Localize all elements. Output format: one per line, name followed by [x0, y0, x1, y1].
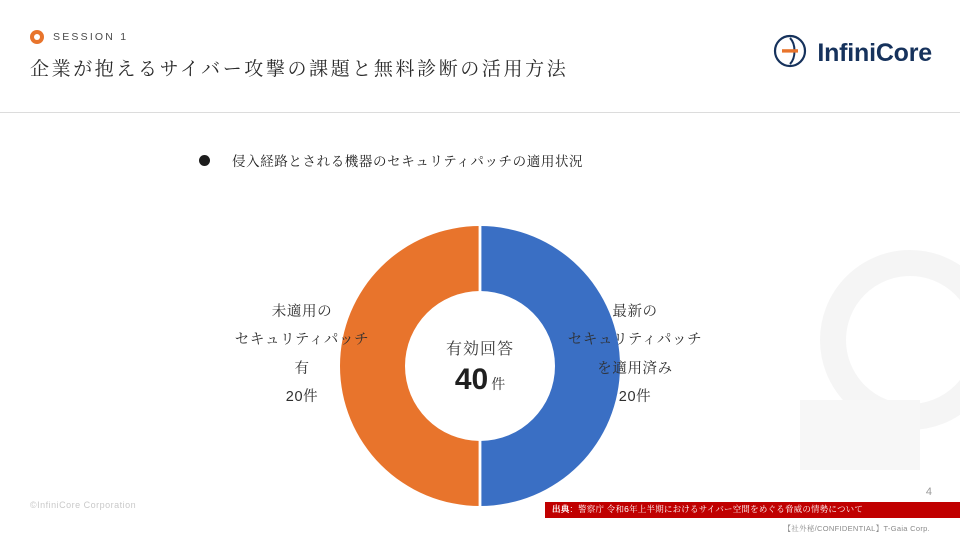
source-body: ：警察庁 令和6年上半期におけるサイバー空間をめぐる脅威の情勢について	[569, 504, 864, 514]
session-dot-icon	[30, 30, 44, 44]
source-citation	[552, 503, 863, 515]
infinicore-logo-icon	[773, 34, 807, 73]
brand-logo	[773, 34, 932, 73]
center-label-text: 有効回答	[445, 340, 514, 358]
slice-label-line: を適用済み	[597, 360, 673, 377]
session-label: SESSION 1	[53, 31, 129, 43]
slice-label-line: 有	[294, 360, 310, 377]
center-value-number: 40	[454, 362, 489, 396]
slice-label-applied	[540, 298, 730, 411]
decorative-block	[800, 400, 920, 470]
slice-label-line: セキュリティパッチ	[567, 332, 703, 349]
source-prefix: 出典	[552, 504, 570, 514]
center-value-unit: 件	[491, 375, 506, 392]
brand-name: InfiniCore	[817, 39, 932, 67]
confidential-notice: 【社外秘/CONFIDENTIAL】T-Gaia Corp.	[783, 524, 930, 533]
copyright-text: ©InfiniCore Corporation	[30, 500, 137, 510]
header-divider	[0, 112, 960, 113]
section-heading-label: 侵入経路とされる機器のセキュリティパッチの適用状況	[232, 154, 584, 169]
slice-label-line: 最新の	[612, 304, 658, 320]
session-label-row	[30, 30, 128, 44]
slice-label-value: 20件	[285, 388, 319, 405]
slice-label-line: セキュリティパッチ	[234, 332, 370, 349]
section-heading	[199, 150, 583, 170]
bullet-dot-icon	[199, 155, 210, 166]
slice-label-unapplied	[212, 298, 392, 411]
slice-label-value: 20件	[618, 388, 652, 405]
slice-divider	[479, 226, 482, 506]
slice-label-line: 未適用の	[271, 304, 333, 320]
page-number: 4	[925, 486, 932, 498]
page-title: 企業が抱えるサイバー攻撃の課題と無料診断の活用方法	[30, 59, 569, 80]
